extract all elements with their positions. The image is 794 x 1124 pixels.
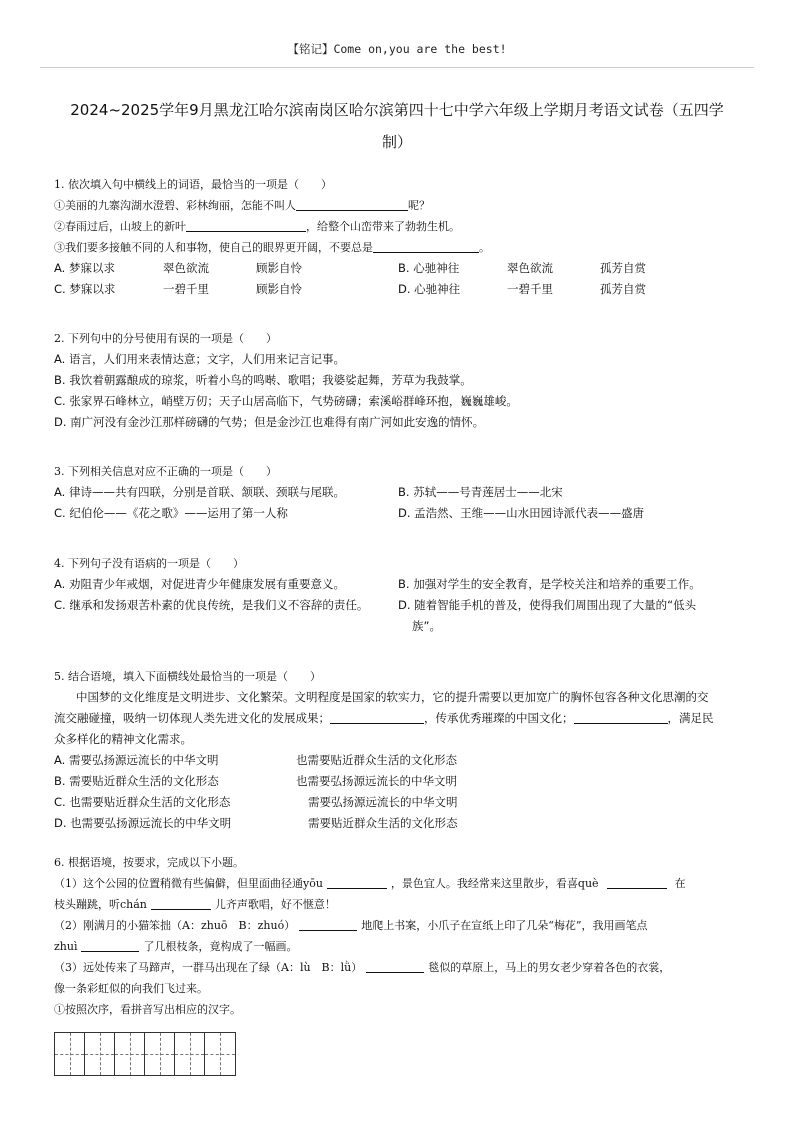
question-5-option-row-d bbox=[54, 813, 744, 834]
fill-blank[interactable] bbox=[299, 917, 357, 931]
option-a-part-2: 也需要贴近群众生活的文化形态 bbox=[296, 753, 457, 767]
question-text: 地爬上书案，小爪子在宣纸上印了几朵“梅花”，我用画笔点 bbox=[361, 919, 648, 932]
question-4 bbox=[54, 553, 744, 637]
option-b[interactable]: B. 需要贴近群众生活的文化形态 bbox=[54, 774, 219, 788]
question-5-option-row-a bbox=[54, 750, 744, 771]
option-b[interactable]: B. 我饮着朝露酿成的琼浆，听着小鸟的鸣啭、歌唱；我婆娑起舞，芳草为我鼓掌。 bbox=[54, 373, 472, 387]
question-1-sentence-3 bbox=[54, 237, 744, 258]
option-c-word-2: 一碧千里 bbox=[163, 282, 209, 296]
title-line-1: 2024~2025学年9月黑龙江哈尔滨南岗区哈尔滨第四十七中学六年级上学期月考语文试卷（五四学 bbox=[70, 101, 724, 119]
option-d-part-2: 需要贴近群众生活的文化形态 bbox=[308, 816, 458, 830]
writing-grid-cell[interactable] bbox=[115, 1033, 145, 1075]
question-text: （1）这个公园的位置稍微有些偏僻，但里面曲径通yōu bbox=[54, 877, 323, 890]
option-a-word-2: 翠色欲流 bbox=[163, 261, 209, 275]
writing-grid-cell[interactable] bbox=[175, 1033, 205, 1075]
question-6-part-3-line-2: 像一条彩虹似的向我们飞过来。 bbox=[54, 982, 208, 995]
writing-grid-cell[interactable] bbox=[55, 1033, 85, 1075]
question-text: 了几根枝条，竟构成了一幅画。 bbox=[143, 940, 298, 953]
sentence-text: ①美丽的九寨沟湖水澄碧、彩林绚丽，怎能不叫人 bbox=[54, 199, 296, 212]
option-c-part-2: 需要弘扬源远流长的中华文明 bbox=[308, 795, 458, 809]
question-2-stem: 2. 下列句中的分号使用有误的一项是（ ） bbox=[54, 332, 277, 345]
option-c[interactable]: C. 也需要贴近群众生活的文化形态 bbox=[54, 795, 231, 809]
question-5-passage-line-1: 中国梦的文化维度是文明进步、文化繁荣。文明程度是国家的软实力，它的提升需要以更加宽广的胸怀包容各种文化思潮的交 bbox=[76, 690, 709, 704]
fill-blank[interactable] bbox=[574, 710, 668, 724]
passage-text: ，传承优秀璀璨的中国文化； bbox=[424, 711, 574, 725]
writing-grid-cell[interactable] bbox=[145, 1033, 175, 1075]
question-6-stem: 6. 根据语境，按要求，完成以下小题。 bbox=[54, 856, 244, 869]
option-d[interactable]: D. 随着智能手机的普及，使得我们周围出现了大量的“低头 bbox=[398, 598, 697, 612]
writing-grid-cell[interactable] bbox=[205, 1033, 235, 1075]
fill-blank[interactable] bbox=[296, 197, 408, 211]
question-5-passage-line-2 bbox=[54, 708, 744, 729]
question-6-part-1-line-2 bbox=[54, 894, 744, 915]
option-b[interactable]: B. 苏轼——号青莲居士——北宋 bbox=[398, 485, 563, 499]
fill-blank[interactable] bbox=[327, 875, 387, 889]
question-2 bbox=[54, 328, 744, 433]
question-4-options-row-3 bbox=[54, 616, 744, 637]
question-text: 儿齐声歌唱，好不惬意！ bbox=[214, 898, 336, 911]
question-6-part-2-line-2 bbox=[54, 936, 744, 957]
sentence-text: 。 bbox=[479, 241, 490, 254]
question-1-sentence-1 bbox=[54, 195, 744, 216]
question-3-stem: 3. 下列相关信息对应不正确的一项是（ ） bbox=[54, 465, 277, 478]
option-c-word-3: 顾影自怜 bbox=[256, 282, 302, 296]
question-text: 在 bbox=[674, 877, 686, 890]
question-4-stem: 4. 下列句子没有语病的一项是（ ） bbox=[54, 557, 244, 570]
option-d-continued: 族”。 bbox=[412, 619, 441, 633]
fill-blank[interactable] bbox=[607, 875, 667, 889]
option-a[interactable]: A. 语言，人们用来表情达意；文字，人们用来记言记事。 bbox=[54, 352, 345, 366]
question-3-options-row-1 bbox=[54, 482, 744, 503]
option-a[interactable]: A. 梦寐以求 bbox=[54, 261, 115, 275]
question-3-options-row-2 bbox=[54, 503, 744, 524]
sentence-text: 呢？ bbox=[408, 199, 430, 212]
title-line-2: 制） bbox=[381, 133, 412, 151]
option-d-word-3: 孤芳自赏 bbox=[600, 282, 646, 296]
question-6-part-2-line-1 bbox=[54, 915, 744, 936]
passage-text: 流交融碰撞，吸纳一切体现人类先进文化的发展成果； bbox=[54, 711, 330, 725]
question-4-options-row-2 bbox=[54, 595, 744, 616]
question-text: （2）刚满月的小猫笨拙（A：zhuō B：zhuó） bbox=[54, 919, 296, 932]
sentence-text: ③我们要多接触不同的人和事物，使自己的眼界更开阔，不要总是 bbox=[54, 241, 373, 254]
option-a[interactable]: A. 需要弘扬源远流长的中华文明 bbox=[54, 753, 219, 767]
writing-grid-cell[interactable] bbox=[85, 1033, 115, 1075]
sentence-text: ②春雨过后，山坡上的新叶 bbox=[54, 220, 186, 233]
option-a[interactable]: A. 律诗——共有四联，分别是首联、颔联、颈联与尾联。 bbox=[54, 485, 345, 499]
fill-blank[interactable] bbox=[186, 218, 306, 232]
passage-text: ，满足民 bbox=[667, 711, 714, 725]
question-5-option-row-b bbox=[54, 771, 744, 792]
option-b-word-2: 翠色欲流 bbox=[507, 261, 553, 275]
option-d[interactable]: D. 孟浩然、王维——山水田园诗派代表——盛唐 bbox=[398, 506, 645, 520]
question-text: zhuì bbox=[54, 940, 78, 953]
question-6-part-3-line-1 bbox=[54, 957, 744, 978]
question-3 bbox=[54, 461, 744, 524]
header-note: 【铭记】Come on,you are the best! bbox=[287, 42, 507, 56]
question-text: （3）远处传来了马蹄声，一群马出现在了绿（A：lù B：lǜ） bbox=[54, 961, 363, 974]
option-c[interactable]: C. 继承和发扬艰苦朴素的优良传统，是我们义不容辞的责任。 bbox=[54, 598, 369, 612]
option-a-word-3: 顾影自怜 bbox=[256, 261, 302, 275]
option-c[interactable]: C. 张家界石峰林立，峭壁万仞；天子山居高临下，气势磅礴；索溪峪群峰环抱，巍巍雄峻。 bbox=[54, 394, 518, 408]
fill-blank[interactable] bbox=[81, 938, 139, 952]
question-text: 枝头蹦跳，听chán bbox=[54, 898, 147, 911]
fill-blank[interactable] bbox=[366, 959, 424, 973]
option-b[interactable]: B. 心驰神往 bbox=[398, 261, 460, 275]
question-text: 毯似的草原上，马上的男女老少穿着各色的衣裳， bbox=[428, 961, 671, 974]
option-a[interactable]: A. 劝阻青少年戒烟，对促进青少年健康发展有重要意义。 bbox=[54, 577, 345, 591]
question-1-options-row-2 bbox=[54, 279, 744, 300]
question-6 bbox=[54, 852, 744, 1020]
question-6-sub-question-1: ①按照次序，看拼音写出相应的汉字。 bbox=[54, 1003, 241, 1016]
question-4-options-row-1 bbox=[54, 574, 744, 595]
question-1 bbox=[54, 174, 744, 300]
page-title bbox=[40, 94, 754, 158]
option-d[interactable]: D. 也需要弘扬源远流长的中华文明 bbox=[54, 816, 232, 830]
option-d[interactable]: D. 南广河没有金沙江那样磅礴的气势；但是金沙江也难得有南广河如此安逸的情怀。 bbox=[54, 415, 485, 429]
header-divider bbox=[40, 67, 754, 68]
sentence-text: ，给整个山峦带来了勃勃生机。 bbox=[306, 220, 460, 233]
option-c[interactable]: C. 纪伯伦——《花之歌》——运用了第一人称 bbox=[54, 506, 288, 520]
question-5-passage-line-3: 众多样化的精神文化需求。 bbox=[54, 732, 192, 746]
question-5 bbox=[54, 666, 744, 834]
option-b[interactable]: B. 加强对学生的安全教育，是学校关注和培养的重要工作。 bbox=[398, 577, 701, 591]
option-b-word-3: 孤芳自赏 bbox=[600, 261, 646, 275]
question-1-options-row-1 bbox=[54, 258, 744, 279]
question-5-stem: 5. 结合语境，填入下面横线处最恰当的一项是（ ） bbox=[54, 670, 321, 683]
fill-blank[interactable] bbox=[330, 710, 424, 724]
question-text: ，景色宜人。我经常来这里散步，看喜què bbox=[390, 877, 599, 890]
fill-blank[interactable] bbox=[373, 239, 479, 253]
option-c[interactable]: C. 梦寐以求 bbox=[54, 282, 116, 296]
option-b-part-2: 也需要弘扬源远流长的中华文明 bbox=[296, 774, 457, 788]
writing-grid bbox=[54, 1032, 236, 1076]
question-6-part-1-line-1 bbox=[54, 873, 744, 894]
option-d[interactable]: D. 心驰神往 bbox=[398, 282, 461, 296]
question-1-stem: 1. 依次填入句中横线上的词语，最恰当的一项是（ ） bbox=[54, 178, 332, 191]
question-1-sentence-2 bbox=[54, 216, 744, 237]
option-d-word-2: 一碧千里 bbox=[507, 282, 553, 296]
fill-blank[interactable] bbox=[151, 896, 211, 910]
question-5-option-row-c bbox=[54, 792, 744, 813]
